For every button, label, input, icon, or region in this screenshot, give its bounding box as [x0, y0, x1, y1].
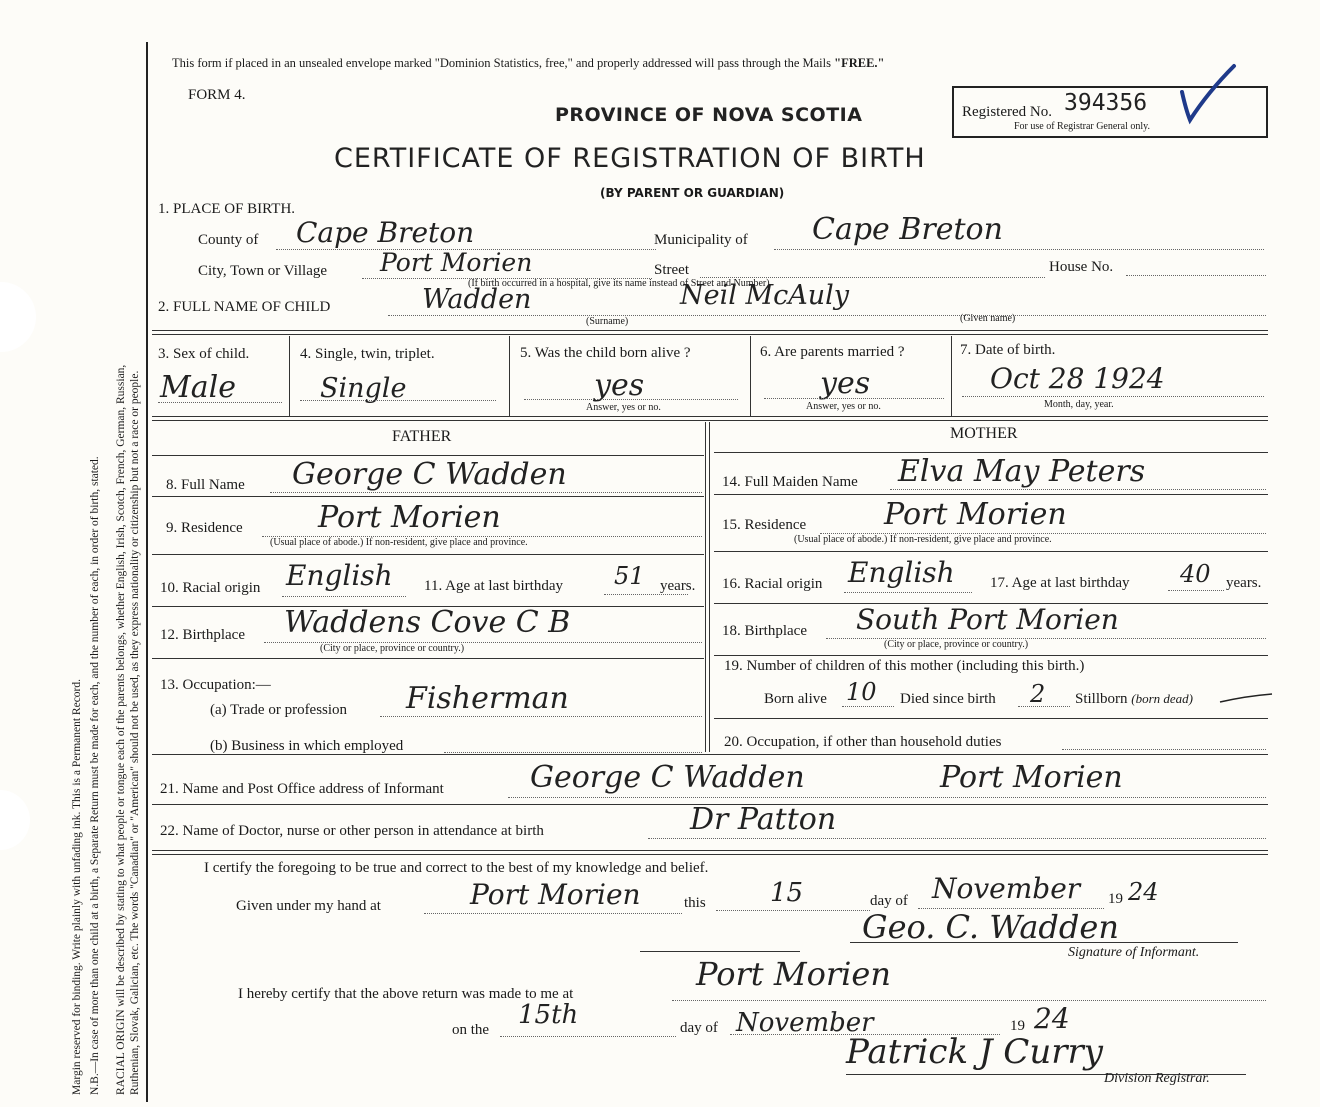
father-trade: Fisherman [406, 681, 569, 716]
father-birthplace: Waddens Cove C B [284, 605, 571, 640]
mother-age-label: 17. Age at last birthday [990, 575, 1130, 591]
margin-note-4: Ruthenian, Slovak, Galician, etc. The words "Canadian" or "American" should not be used, as they express nationality or citizenship but not a race or people. [129, 370, 141, 1095]
county-value: Cape Breton [296, 216, 475, 249]
alive-label: 5. Was the child born alive ? [520, 345, 691, 361]
given-under-label: Given under my hand at [236, 898, 381, 914]
return-place: Port Morien [696, 955, 891, 993]
mother-residence: Port Morien [884, 497, 1067, 532]
informant-name: George C Wadden [530, 760, 805, 795]
place-of-birth-label: 1. PLACE OF BIRTH. [158, 201, 296, 217]
doctor-name: Dr Patton [690, 802, 837, 837]
return-month: November [736, 1008, 874, 1038]
mother-birthplace: South Port Morien [856, 603, 1119, 636]
father-occupation-label: 13. Occupation:— [160, 677, 271, 693]
margin-note-1: Margin reserved for binding. Write plainly with unfading ink. This is a Permanent Record. [71, 678, 83, 1095]
child-name-label: 2. FULL NAME OF CHILD [158, 299, 331, 315]
father-age: 51 [614, 562, 645, 590]
married-value: yes [820, 366, 871, 401]
alive-caption: Answer, yes or no. [586, 402, 661, 413]
informant-address: Port Morien [940, 760, 1123, 795]
father-business-label: (b) Business in which employed [210, 738, 404, 754]
registrar-signature: Patrick J Curry [846, 1032, 1103, 1072]
mother-heading: MOTHER [950, 425, 1018, 442]
given-month: November [932, 872, 1081, 905]
mother-name: Elva May Peters [898, 454, 1146, 489]
father-name-label: 8. Full Name [166, 477, 245, 493]
father-name: George C Wadden [292, 457, 567, 492]
alive-value: yes [594, 368, 645, 403]
registrar-caption: Division Registrar. [1104, 1071, 1210, 1086]
sex-label: 3. Sex of child. [158, 346, 250, 362]
father-trade-label: (a) Trade or profession [210, 702, 348, 718]
father-birthplace-caption: (City or place, province or country.) [320, 643, 465, 654]
given-name-caption: (Given name) [960, 313, 1016, 324]
father-racial: English [286, 559, 393, 592]
father-age-label: 11. Age at last birthday [424, 578, 563, 594]
died-since-birth-label: Died since birth [900, 691, 996, 707]
father-racial-label: 10. Racial origin [160, 580, 261, 596]
married-caption: Answer, yes or no. [806, 401, 881, 412]
margin-note-2: N.B.—In case of more than one child at a birth, a Separate Return must be made for each, and the number of each, in order of birth, stated. [89, 456, 101, 1095]
father-abode-caption: (Usual place of abode.) If non-resident, give place and province. [270, 537, 528, 548]
dob-caption: Month, day, year. [1044, 399, 1114, 410]
born-alive-label: Born alive [764, 691, 827, 707]
mother-age: 40 [1180, 560, 1211, 588]
city-value: Port Morien [380, 248, 533, 277]
surname-caption: (Surname) [586, 316, 629, 327]
father-heading: FATHER [392, 428, 452, 445]
dob-value: Oct 28 1924 [990, 362, 1165, 395]
binding-hole [0, 282, 36, 352]
mother-name-label: 14. Full Maiden Name [722, 474, 858, 490]
mail-notice: This form if placed in an unsealed envelope marked "Dominion Statistics, free," and properly addressed will pass through the Mails "FREE." [172, 56, 885, 70]
mother-occupation-label: 20. Occupation, if other than household duties [724, 734, 1002, 750]
signature-caption: Signature of Informant. [1068, 945, 1200, 960]
stillborn-dash [1218, 692, 1274, 706]
margin-note-3: RACIAL ORIGIN will be described by stating to what people or tongue each of the parents belongs, whether English, Irish, Scotch, French, German, Russian, [115, 364, 127, 1095]
sex-value: Male [160, 370, 236, 405]
given-this-label: this [684, 895, 706, 911]
certificate-subtitle: (BY PARENT OR GUARDIAN) [600, 186, 785, 200]
certification-statement: I certify the foregoing to be true and correct to the best of my knowledge and belief. [204, 860, 709, 876]
city-label: City, Town or Village [198, 263, 328, 279]
children-count-label: 19. Number of children of this mother (including this birth.) [724, 658, 1085, 674]
binding-hole [0, 790, 30, 850]
house-label: House No. [1049, 259, 1114, 275]
informant-label: 21. Name and Post Office address of Informant [160, 781, 444, 797]
municipality-label: Municipality of [654, 232, 748, 248]
registered-number: 394356 [1064, 90, 1148, 116]
return-label: I hereby certify that the above return was made to me at [238, 986, 574, 1002]
return-year-suffix: 24 [1034, 1002, 1070, 1035]
mother-residence-label: 15. Residence [722, 517, 807, 533]
mother-racial: English [848, 556, 955, 589]
check-mark-icon [1178, 62, 1238, 126]
street-label: Street [654, 262, 689, 278]
registered-label: Registered No. [962, 104, 1052, 120]
father-residence-label: 9. Residence [166, 520, 243, 536]
married-label: 6. Are parents married ? [760, 344, 905, 360]
mother-racial-label: 16. Racial origin [722, 576, 823, 592]
given-year-suffix: 24 [1128, 878, 1159, 906]
certificate-title: CERTIFICATE OF REGISTRATION OF BIRTH [334, 143, 926, 174]
child-given-name: Neil McAuly [680, 280, 850, 311]
province-heading: PROVINCE OF NOVA SCOTIA [555, 104, 863, 126]
given-place: Port Morien [470, 878, 641, 911]
given-year-prefix: 19 [1108, 891, 1123, 907]
given-day-of-label: day of [870, 893, 908, 909]
mother-years-label: years. [1226, 575, 1262, 591]
doctor-label: 22. Name of Doctor, nurse or other person in attendance at birth [160, 823, 544, 839]
return-day-of-label: day of [680, 1020, 718, 1036]
dob-label: 7. Date of birth. [960, 342, 1056, 358]
given-day: 15 [770, 878, 804, 908]
father-years-label: years. [660, 578, 696, 594]
died-since-birth-value: 2 [1030, 680, 1046, 708]
county-label: County of [198, 232, 259, 248]
child-surname: Wadden [422, 284, 532, 315]
binding-margin-line [146, 42, 148, 1102]
hospital-note: (If birth occurred in a hospital, give its name instead of Street and Number) [468, 278, 770, 289]
stillborn-label: Stillborn (born dead) [1075, 691, 1194, 707]
mother-abode-caption: (Usual place of abode.) If non-resident, give place and province. [794, 534, 1052, 545]
registrar-note: For use of Registrar General only. [1014, 121, 1150, 132]
mother-birthplace-caption: (City or place, province or country.) [884, 639, 1029, 650]
informant-signature: Geo. C. Wadden [862, 908, 1119, 946]
on-the-label: on the [452, 1022, 490, 1038]
return-year-prefix: 19 [1010, 1018, 1025, 1034]
municipality-value: Cape Breton [812, 212, 1003, 247]
father-birthplace-label: 12. Birthplace [160, 627, 245, 643]
plurality-value: Single [320, 373, 407, 404]
return-day: 15th [518, 1000, 579, 1030]
plurality-label: 4. Single, twin, triplet. [300, 346, 435, 362]
mother-birthplace-label: 18. Birthplace [722, 623, 807, 639]
father-residence: Port Morien [318, 500, 501, 535]
born-alive-value: 10 [846, 678, 877, 706]
form-number: FORM 4. [188, 87, 246, 103]
